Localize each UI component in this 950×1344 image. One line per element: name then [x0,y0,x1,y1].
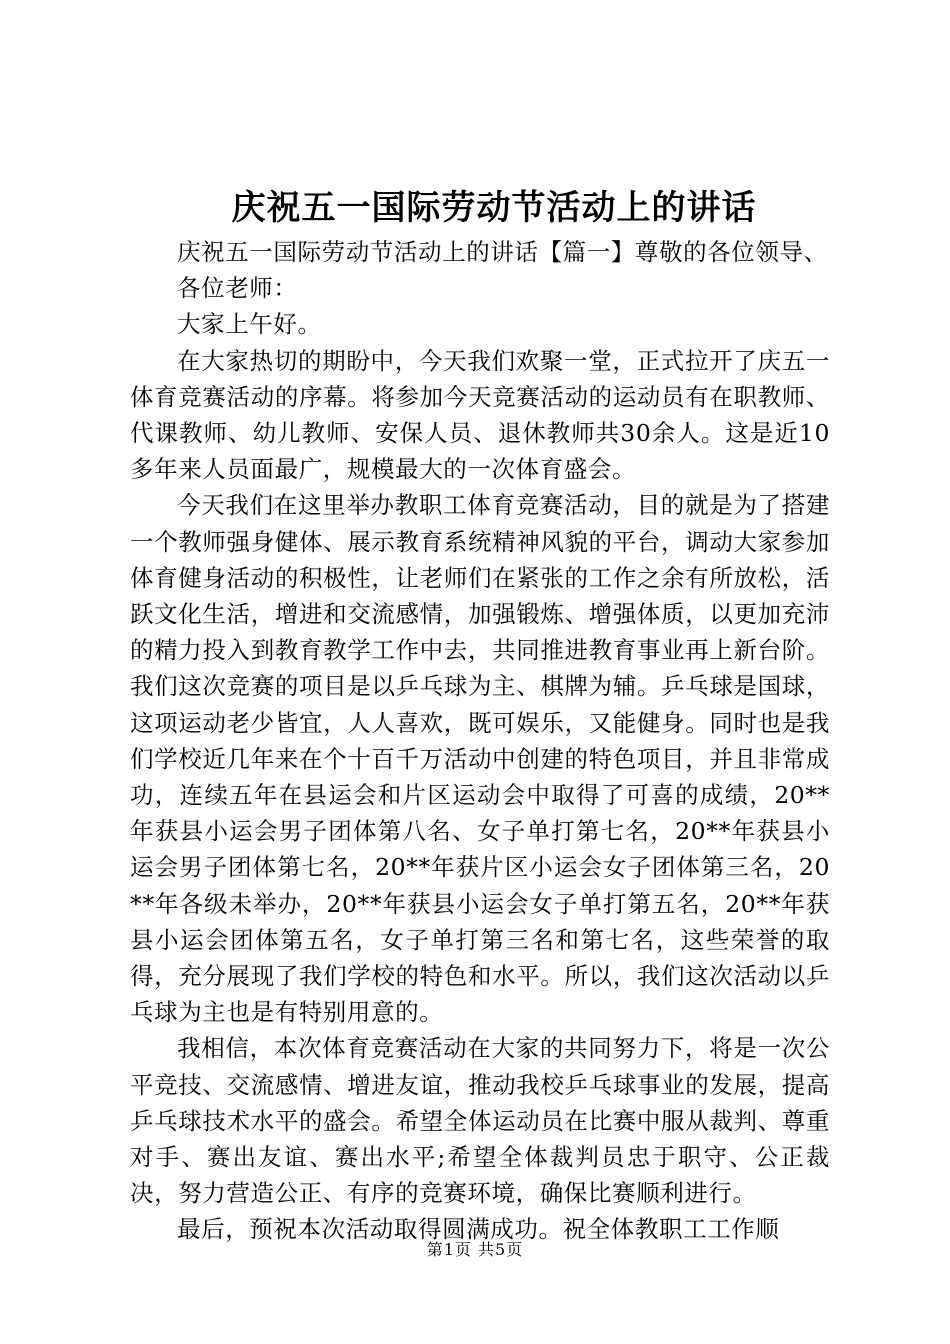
paragraph-4: 在大家热切的期盼中，今天我们欢聚一堂，正式拉开了庆五一体育竞赛活动的序幕。将参加今天竞赛活动的运动员有在职教师、代课教师、幼儿教师、安保人员、退休教师共30余人。这是近10多年来人员面最广，规模最大的一次体育盛会。 [130,346,830,484]
paragraph-3: 大家上午好。 [177,310,322,339]
document-title: 庆祝五一国际劳动节活动上的讲话 [231,188,757,228]
page-footer: 第1页 共5页 [426,1240,524,1259]
paragraph-5: 今天我们在这里举办教职工体育竞赛活动，目的就是为了搭建一个教师强身健体、展示教育系统精神风貌的平台，调动大家参加体育健身活动的积极性，让老师们在紧张的工作之余有所放松，活跃文化生活，增进和交流感情，加强锻炼、增强体质，以更加充沛的精力投入到教育教学工作中去，共同推进教育事业再上新台阶。我们这次竞赛的项目是以乒乓球为主、棋牌为辅。乒乓球是国球，这项运动老少皆宜，人人喜欢，既可娱乐，又能健身。同时也是我们学校近几年来在个十百千万活动中创建的特色项目，并且非常成功，连续五年在县运会和片区运动会中取得了可喜的成绩，20**年获县小运会男子团体第八名、女子单打第七名，20**年获县小运会男子团体第七名，20**年获片区小运会女子团体第三名，20**年各级未举办，20**年获县小运会女子单打第五名，20**年获县小运会团体第五名，女子单打第三名和第七名，这些荣誉的取得，充分展现了我们学校的特色和水平。所以，我们这次活动以乒乓球为主也是有特别用意的。 [130,491,830,1027]
document-page [130,182,830,1248]
paragraph-1: 庆祝五一国际劳动节活动上的讲话【篇一】尊敬的各位领导、 [177,238,828,266]
paragraph-6: 我相信，本次体育竞赛活动在大家的共同努力下，将是一次公平竞技、交流感情、增进友谊，推动我校乒乓球事业的发展，提高乒乓球技术水平的盛会。希望全体运动员在比赛中服从裁判、尊重对手、赛出友谊、赛出水平;希望全体裁判员忠于职守、公正裁决，努力营造公正、有序的竞赛环境，确保比赛顺利进行。 [130,1034,830,1208]
document-body [130,234,830,1248]
paragraph-2: 各位老师： [177,274,298,303]
paragraph-7: 最后，预祝本次活动取得圆满成功。祝全体教职工工作顺 [177,1215,780,1244]
